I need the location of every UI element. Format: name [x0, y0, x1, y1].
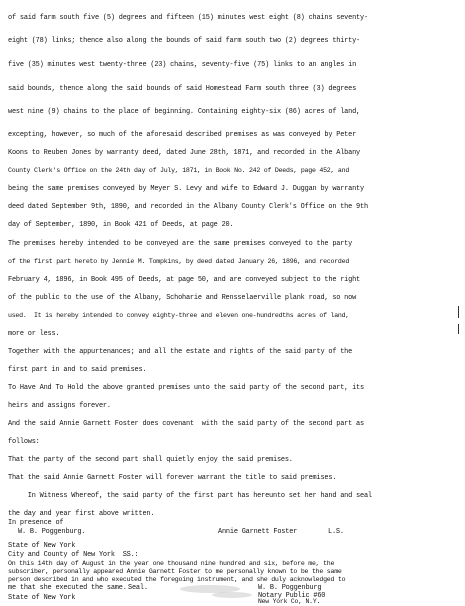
deed-line: eight (78) links; thence also along the bounds of said farm south two (2) degrees thirty-: [8, 37, 361, 45]
seal-mark: L.S.: [328, 528, 344, 536]
notary-county: New York Co, N.Y.: [258, 598, 321, 605]
deed-line: heirs and assigns forever.: [8, 402, 111, 410]
deed-line: follows:: [8, 438, 40, 446]
deed-line: day of September, 1890, in Book 421 of Deeds, at page 20.: [8, 221, 234, 229]
deed-line: used. It is hereby intended to convey eighty-three and eleven one-hundredths acres of land,: [8, 312, 350, 319]
ack-line: On this 14th day of August in the year one thousand nine hundred and six, before me, the: [8, 560, 335, 567]
deed-line: County Clerk's Office on the 24th day of July, 1871, in Book No. 242 of Deeds, page 452, and: [8, 167, 350, 174]
deed-line: In Witness Whereof, the said party of the first part has hereunto set her hand and seal: [8, 492, 372, 500]
deed-line: Together with the appurtenances; and all the estate and rights of the said party of the: [8, 348, 353, 356]
deed-line: being the same premises conveyed by Meyer S. Levy and wife to Edward J. Duggan by warranty: [8, 185, 364, 193]
ack-line: State of New York: [8, 542, 76, 550]
deed-line: the day and year first above written.: [8, 510, 155, 518]
deed-line: To Have And To Hold the above granted premises unto the said party of the second part, its: [8, 384, 364, 392]
deed-line: And the said Annie Garnett Foster does covenant with the said party of the second part as: [8, 420, 364, 428]
deed-line: The premises hereby intended to be conveyed are the same premises conveyed to the party: [8, 240, 353, 248]
notary-name: W. B. Poggenburg: [258, 584, 322, 592]
deed-line: five (35) minutes west twenty-three (23) chains, seventy-five (75) links to an angles in: [8, 61, 357, 69]
ack-line: subscriber, personally appeared Annie Garnett Foster to me personally known to be the same: [8, 568, 342, 575]
deed-line: of said farm south five (5) degrees and fifteen (15) minutes west eight (8) chains seventy-: [8, 14, 368, 22]
deed-line: first part in and to said premises.: [8, 366, 147, 374]
deed-line: That the said Annie Garnett Foster will forever warrant the title to said premises.: [8, 474, 337, 482]
ack-line: City and County of New York SS.:: [8, 551, 139, 559]
deed-line: That the party of the second part shall quietly enjoy the said premises.: [8, 456, 293, 464]
deed-line: said bounds, thence along the said bounds of said Homestead Farm south three (3) degrees: [8, 85, 357, 93]
scan-mark: [458, 324, 459, 334]
deed-line: west nine (9) chains to the place of beginning. Containing eighty-six (86) acres of land,: [8, 108, 361, 116]
deed-line: more or less.: [8, 330, 60, 338]
ack-line: me that she executed the same.: [8, 584, 127, 592]
deed-line: of the public to the use of the Albany, Schoharie and Rensselaerville plank road, so now: [8, 294, 357, 302]
witness-name: W. B. Poggenburg.: [18, 528, 86, 536]
deed-line: excepting, however, so much of the aforesaid described premises as was conveyed by Peter: [8, 131, 357, 139]
deed-line: February 4, 1896, in Book 495 of Deeds, at page 50, and are conveyed subject to the right: [8, 276, 361, 284]
deed-line: Koons to Reuben Jones by warranty deed, dated June 28th, 1871, and recorded in the Albany: [8, 149, 361, 157]
footer-line: State of New York: [8, 594, 76, 602]
ink-smudge: [212, 592, 252, 598]
notary-title: Notary Public #60: [258, 592, 326, 600]
deed-line: of the first part hereto by Jennie M. Tompkins, by deed dated January 26, 1896, and recorded: [8, 258, 350, 265]
ack-line: person described in and who executed the foregoing instrument, and she duly acknowledged to: [8, 576, 346, 583]
presence-label: In presence of: [8, 519, 64, 527]
seal-label: Seal.: [128, 584, 148, 592]
scan-mark: [458, 306, 459, 318]
signer-name: Annie Garnett Foster: [218, 528, 298, 536]
deed-line: deed dated September 9th, 1890, and recorded in the Albany County Clerk's Office on the 9th: [8, 203, 368, 211]
